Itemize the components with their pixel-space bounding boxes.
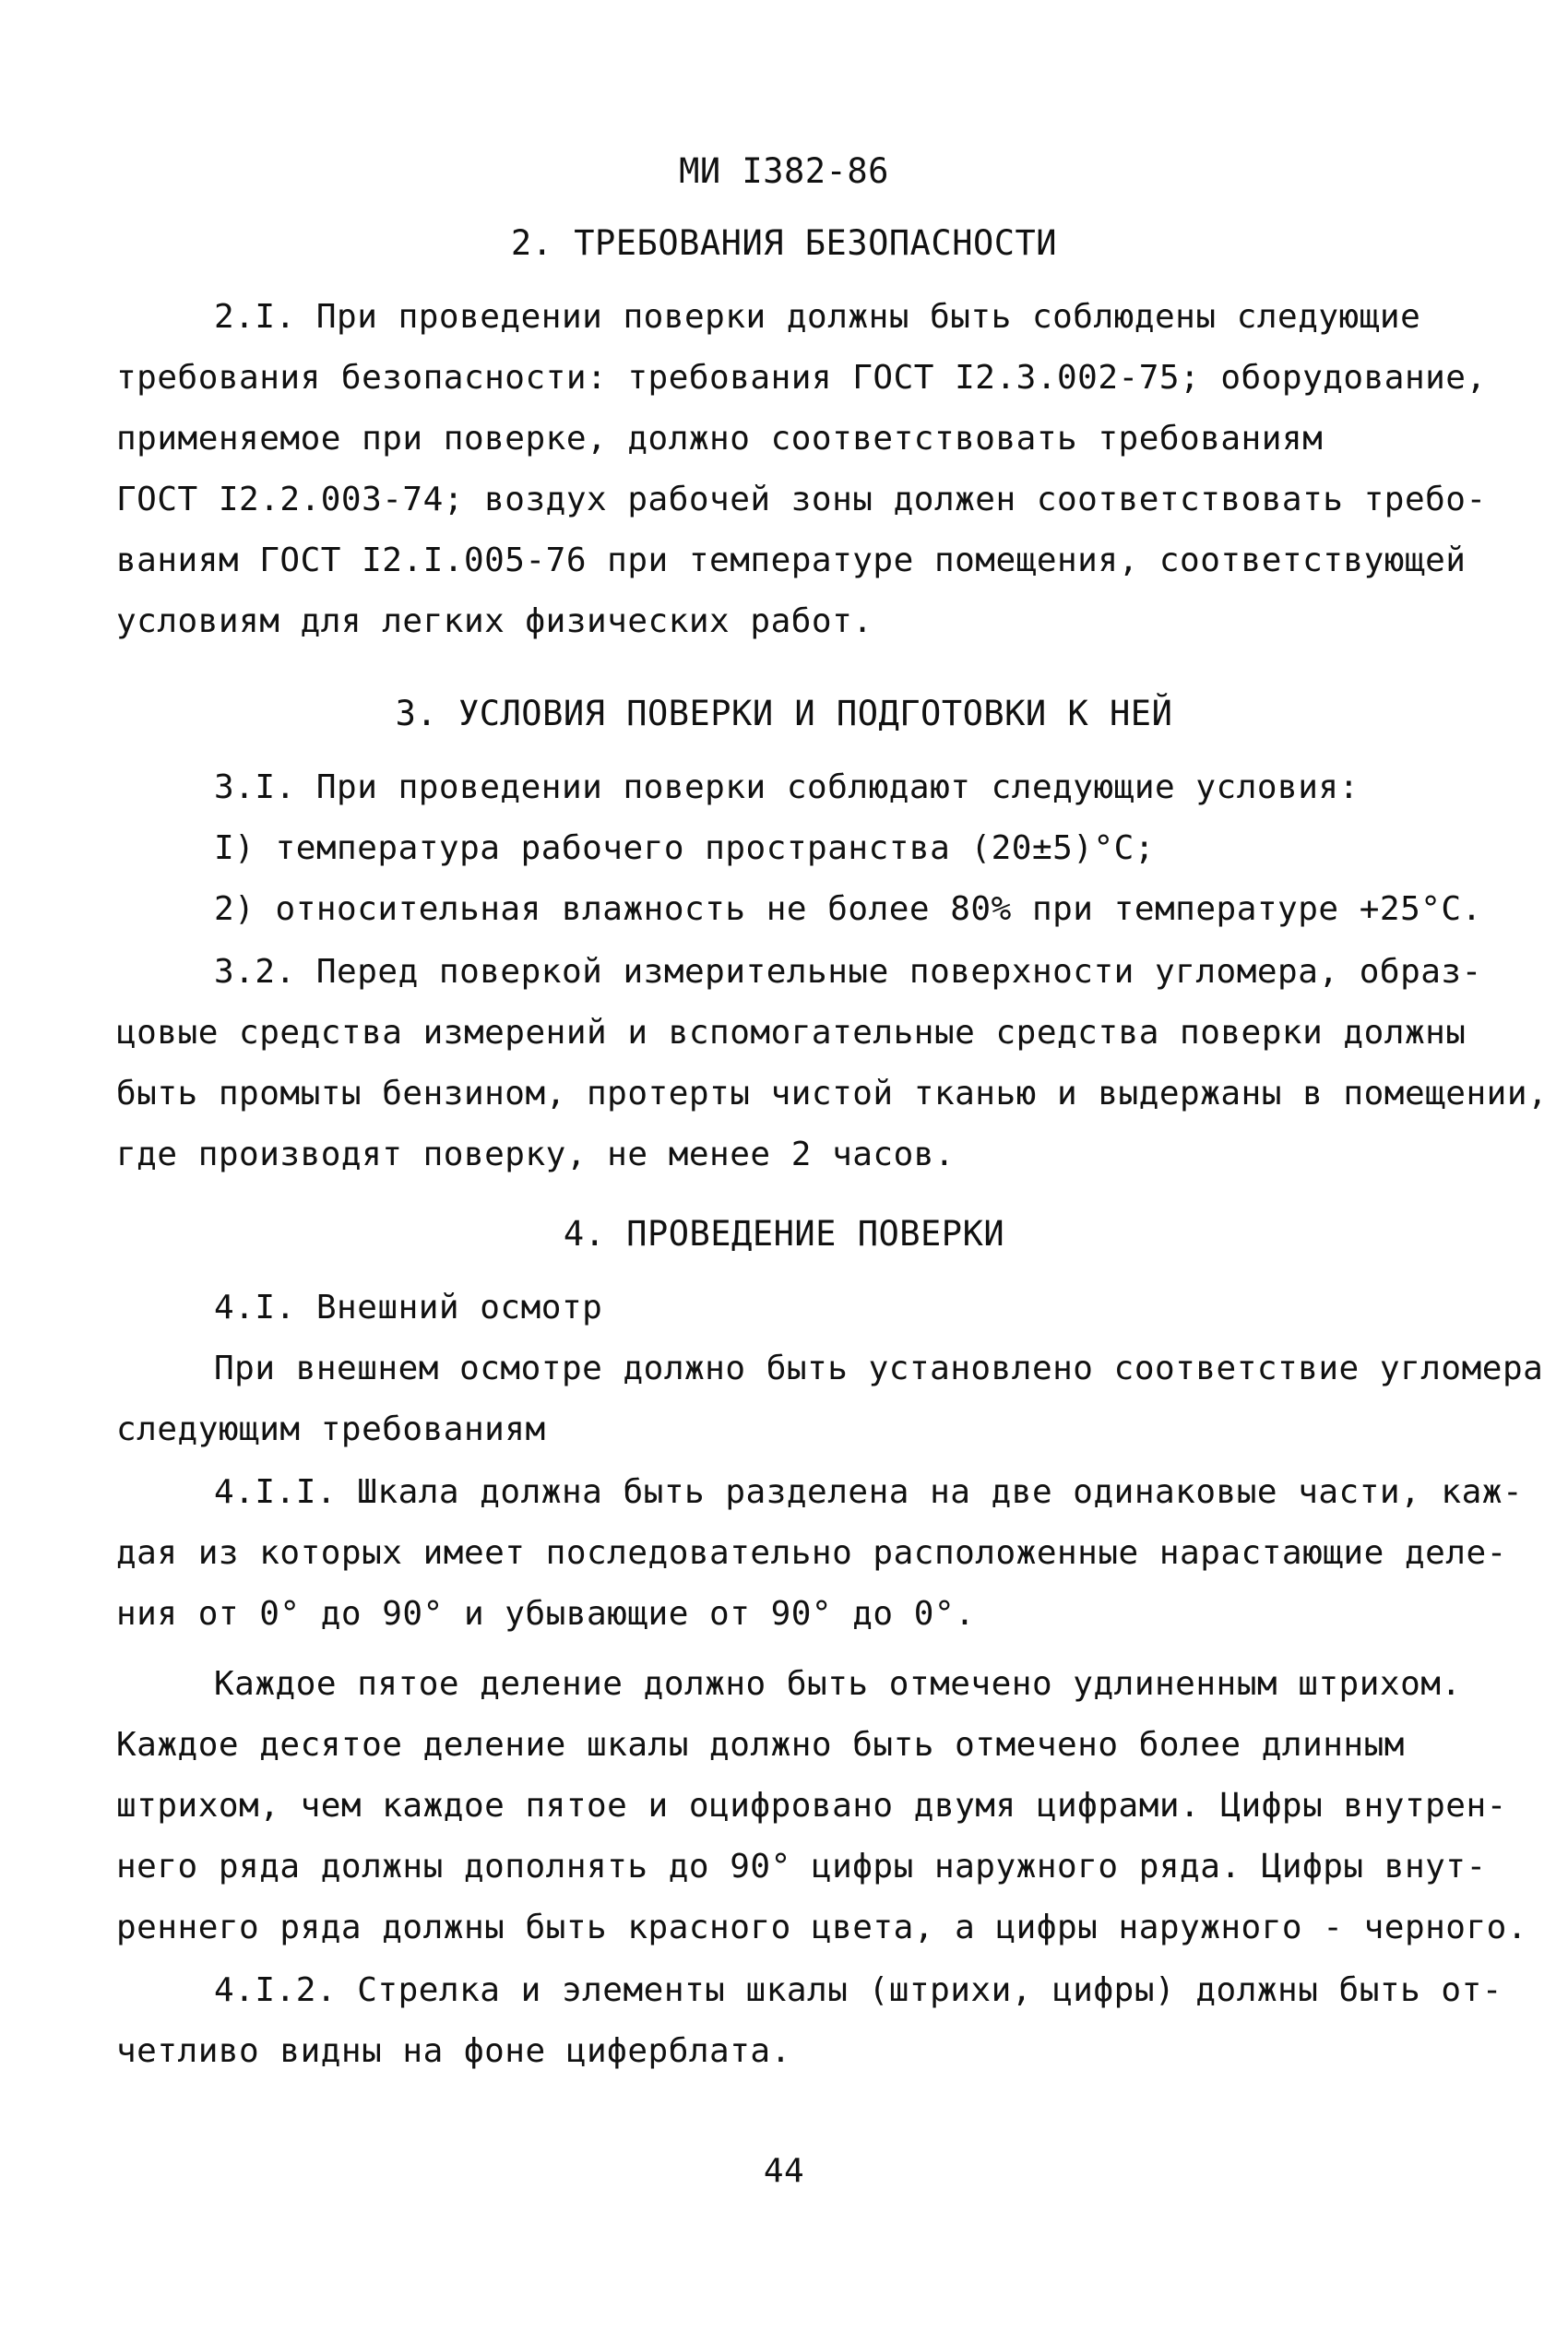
paragraph-line: При внешнем осмотре должно быть установлено соответствие угломера [214, 1350, 1544, 1387]
paragraph-line: цовые средства измерений и вспомогательные средства поверки должны [116, 1014, 1467, 1052]
list-item: 2) относительная влажность не более 80% при температуре +25°C. [214, 890, 1482, 928]
paragraph-line: четливо видны на фоне циферблата. [116, 2032, 791, 2070]
paragraph-line: 4.I.2. Стрелка и элементы шкалы (штрихи, цифры) должны быть от- [214, 1971, 1503, 2009]
section-4-heading: 4. ПРОВЕДЕНИЕ ПОВЕРКИ [563, 1214, 1005, 1254]
list-item: I) температура рабочего пространства (20±5)°C; [214, 829, 1155, 867]
paragraph-line: ГОСТ I2.2.003-74; воздух рабочей зоны должен соответствовать требо- [116, 481, 1487, 518]
paragraph-line: реннего ряда должны быть красного цвета, а цифры наружного - черного. [116, 1909, 1527, 1946]
paragraph-line: где производят поверку, не менее 2 часов. [116, 1136, 956, 1173]
paragraph-line: Каждое пятое деление должно быть отмечено удлиненным штрихом. [214, 1665, 1462, 1703]
paragraph-line: условиям для легких физических работ. [116, 602, 873, 640]
document-code: МИ I382-86 [679, 151, 889, 191]
paragraph-line: следующим требованиям [116, 1410, 546, 1448]
paragraph-line: штрихом, чем каждое пятое и оцифровано двумя цифрами. Цифры внутрен- [116, 1787, 1507, 1825]
paragraph-line: быть промыты бензином, протерты чистой тканью и выдержаны в помещении, [116, 1075, 1549, 1112]
paragraph-line: применяемое при поверке, должно соответствовать требованиям [116, 420, 1324, 458]
section-2-heading: 2. ТРЕБОВАНИЯ БЕЗОПАСНОСТИ [510, 223, 1058, 263]
paragraph-line: него ряда должны дополнять до 90° цифры наружного ряда. Цифры внут- [116, 1848, 1487, 1886]
paragraph-line: 4.I.I. Шкала должна быть разделена на две одинаковые части, каж- [214, 1473, 1524, 1511]
paragraph-line: 3.2. Перед поверкой измерительные поверхности угломера, образ- [214, 953, 1482, 991]
section-3-heading: 3. УСЛОВИЯ ПОВЕРКИ И ПОДГОТОВКИ К НЕЙ [395, 694, 1173, 733]
paragraph-line: 2.I. При проведении поверки должны быть соблюдены следующие [214, 298, 1421, 336]
paragraph-line: дая из которых имеет последовательно расположенные нарастающие деле- [116, 1534, 1507, 1572]
paragraph-line: 3.I. При проведении поверки соблюдают следующие условия: [214, 768, 1360, 806]
paragraph-line: ваниям ГОСТ I2.I.005-76 при температуре помещения, соответствующей [116, 541, 1467, 579]
paragraph-line: требования безопасности: требования ГОСТ I2.3.002-75; оборудование, [116, 359, 1487, 397]
paragraph-line: ния от 0° до 90° и убывающие от 90° до 0°. [116, 1595, 976, 1633]
subsection-heading: 4.I. Внешний осмотр [214, 1289, 603, 1327]
paragraph-line: Каждое десятое деление шкалы должно быть отмечено более длинным [116, 1726, 1405, 1764]
page-number: 44 [763, 2152, 805, 2190]
